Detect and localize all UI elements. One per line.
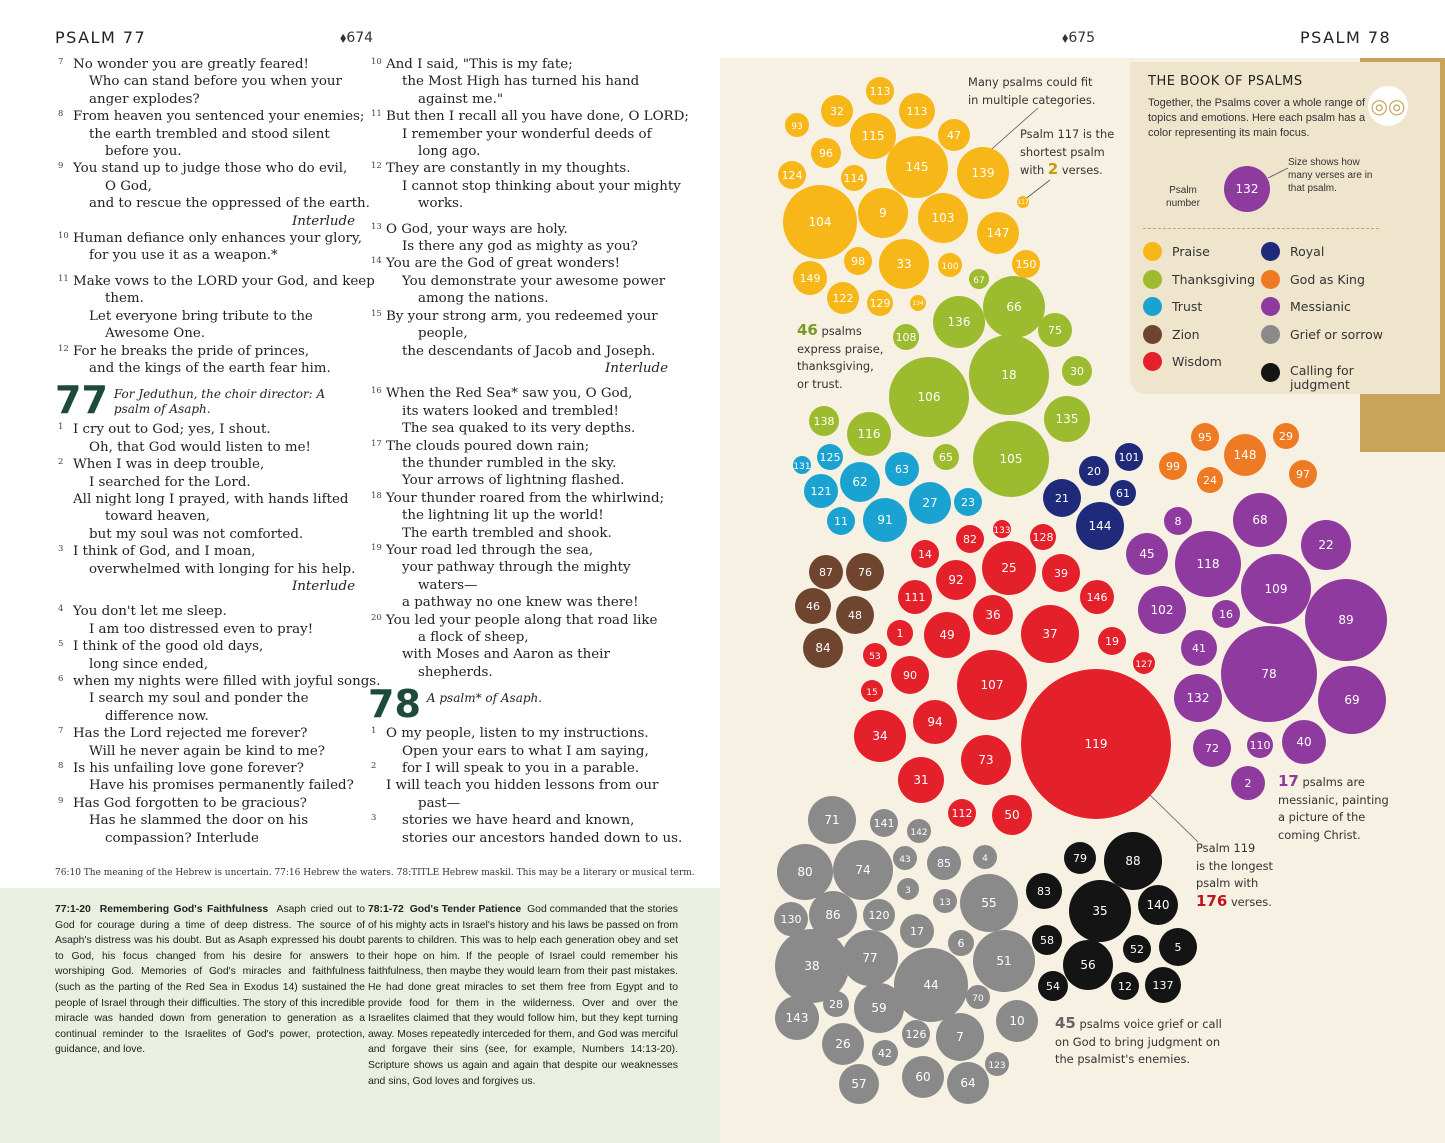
verse-text: No wonder you are greatly feared! bbox=[73, 57, 309, 72]
legend-label: Praise bbox=[1172, 244, 1210, 259]
psalm-bubble-label: 12 bbox=[1118, 980, 1132, 993]
verse-text: waters— bbox=[418, 577, 478, 593]
verse-text: Your road led through the sea, bbox=[386, 542, 594, 558]
psalm-bubble-label: 11 bbox=[834, 515, 848, 528]
psalm-bubble-label: 73 bbox=[978, 753, 994, 767]
verse-text: I think of God, and I moan, bbox=[73, 544, 256, 560]
psalm-bubble-label: 61 bbox=[1116, 487, 1130, 500]
psalm-bubble-label: 125 bbox=[819, 451, 841, 464]
psalm-bubble-label: 128 bbox=[1032, 531, 1054, 544]
verse-number: 12 bbox=[371, 161, 382, 172]
verse-text: a flock of sheep, bbox=[418, 630, 529, 645]
psalm-bubble-label: 14 bbox=[918, 548, 932, 561]
verse-text: The earth trembled and shook. bbox=[402, 525, 612, 541]
psalm-bubble-label: 69 bbox=[1344, 693, 1360, 707]
annotation-multiple: Many psalms could fit in multiple categories. bbox=[968, 75, 1096, 107]
verse-text: I am too distressed even to pray! bbox=[89, 621, 314, 637]
left-running-head: PSALM 77 bbox=[55, 28, 147, 47]
study-note-right: 78:1-72 God's Tender Patience God commanded that the stories of his mighty acts in Israel's history and his laws be passed on from parents to children. This was to help each generation obey and set their hope on him. If the people of Israel could remember his faithfulness, then maybe they would learn from their past mistakes. He had done great miracles to set them free from Egypt and to provide food for them in the wilderness. Over and over the Israelites claimed that they would follow him, but they kept turning away. Moses repeatedly interceded for them, and God was merciful and forgave their sins (see, for example, Numbers 14:13-20). Scripture shows us again and again that despite our weaknesses and sins, God loves and forgives us. bbox=[368, 904, 678, 1087]
psalm-bubble-label: 70 bbox=[972, 994, 984, 1004]
verse-text: O my people, listen to my instructions. bbox=[386, 726, 649, 742]
verse-number: 18 bbox=[371, 490, 382, 501]
annotation-shortest: Psalm 117 is the shortest psalm with 2 verses. bbox=[1020, 127, 1115, 179]
psalm-bubble-label: 40 bbox=[1296, 735, 1312, 749]
verse-text: Open your ears to what I am saying, bbox=[402, 743, 649, 759]
verse-text: Human defiance only enhances your glory, bbox=[73, 231, 362, 247]
verse-text: overwhelmed with longing for his help. bbox=[89, 561, 356, 577]
psalm-bubble-label: 82 bbox=[963, 533, 977, 546]
verse-text: I will teach you hidden lessons from our bbox=[386, 778, 659, 794]
verse-text: difference now. bbox=[105, 708, 209, 724]
verse-text: anger explodes? bbox=[89, 91, 200, 107]
psalm-bubble-label: 77 bbox=[862, 951, 878, 965]
verse-text: stories we have heard and known, bbox=[402, 813, 635, 829]
verse-text: Make vows to the LORD your God, and keep bbox=[73, 273, 375, 289]
psalm-bubble-label: 91 bbox=[877, 513, 893, 527]
psalm-bubble-label: 37 bbox=[1042, 627, 1058, 641]
psalm-bubble-label: 59 bbox=[871, 1001, 887, 1015]
psalm-bubble-label: 141 bbox=[873, 817, 895, 830]
study-note-left: 77:1-20 Remembering God's Faithfulness Asaph cried out to God for courage during a time of deep distress. The source of Asaph's distress was his doubt. But as Asaph expressed his doubt to God, his focus changed from his desire for answers to worshiping God. Memories of God's miracles and faithfulness (such as the parting of the Red Sea in Exodus 14) sustained the people of Israel through their difficulties. The story of this incredible miracle was handed down from generation to generation as a continual reminder to the Israelites of God's power, protection, guidance, and love. bbox=[55, 904, 365, 1056]
psalm-bubble-label: 43 bbox=[899, 855, 911, 865]
verse-number: 19 bbox=[371, 542, 382, 553]
verse-number: 10 bbox=[371, 57, 382, 67]
verse-text: the descendants of Jacob and Joseph. bbox=[402, 343, 656, 359]
verse-text: but my soul was not comforted. bbox=[89, 526, 304, 542]
verse-number: 2 bbox=[371, 761, 377, 772]
psalm-bubble-label: 83 bbox=[1037, 885, 1051, 898]
verse-number: 2 bbox=[58, 457, 64, 468]
verse-text: the earth trembled and stood silent bbox=[89, 126, 330, 142]
psalm-bubble-label: 16 bbox=[1219, 608, 1233, 621]
verse-text: You are the God of great wonders! bbox=[386, 256, 621, 272]
psalm-bubble-label: 150 bbox=[1015, 258, 1037, 271]
annotation-longest: Psalm 119 is the longest psalm with 176 verses. bbox=[1196, 841, 1274, 910]
psalm-bubble-label: 95 bbox=[1198, 431, 1212, 444]
psalm-bubble-label: 67 bbox=[973, 276, 985, 286]
psalm-bubble-label: 55 bbox=[981, 896, 997, 910]
psalm-bubble-label: 26 bbox=[835, 1037, 851, 1051]
verse-text: I cry out to God; yes, I shout. bbox=[73, 422, 271, 438]
psalm-bubble-label: 51 bbox=[996, 954, 1012, 968]
psalm-bubble-label: 97 bbox=[1296, 468, 1310, 481]
psalm-bubble-label: 121 bbox=[810, 485, 832, 498]
psalm-bubble-label: 34 bbox=[872, 729, 888, 743]
psalm-bubble-label: 87 bbox=[819, 566, 833, 579]
psalm-number: 77 bbox=[55, 378, 108, 423]
psalm-bubble-label: 2 bbox=[1244, 777, 1252, 790]
psalm-bubble-label: 60 bbox=[915, 1070, 931, 1084]
verse-text: the thunder rumbled in the sky. bbox=[402, 455, 617, 471]
psalm-bubble-label: 86 bbox=[825, 908, 841, 922]
legend-label: Trust bbox=[1172, 299, 1203, 314]
verse-text: I search my soul and ponder the bbox=[89, 691, 309, 707]
psalm-bubble-label: 79 bbox=[1073, 852, 1087, 865]
verse-text: before you. bbox=[105, 144, 182, 160]
psalm-bubble-label: 105 bbox=[999, 452, 1023, 466]
psalm-bubble-label: 13 bbox=[939, 898, 951, 908]
psalm-bubble-label: 57 bbox=[851, 1077, 867, 1091]
psalm-bubble-label: 19 bbox=[1105, 635, 1119, 648]
psalm-bubble-label: 136 bbox=[947, 315, 971, 329]
psalm-bubble-label: 131 bbox=[793, 462, 811, 472]
psalm-bubble-label: 148 bbox=[1233, 448, 1257, 462]
verse-number: 7 bbox=[58, 57, 64, 67]
verse-text: O God, bbox=[105, 178, 152, 194]
psalm-bubble-label: 50 bbox=[1004, 808, 1020, 822]
psalm-bubble-label: 132 bbox=[1186, 691, 1210, 705]
verse-text: I think of the good old days, bbox=[73, 639, 264, 655]
verse-number: 9 bbox=[58, 161, 64, 172]
psalm-bubble-label: 5 bbox=[1174, 941, 1182, 954]
verse-text: Interlude bbox=[291, 213, 355, 229]
verse-text: past— bbox=[418, 795, 461, 811]
annotation-messianic: 17 psalms are messianic, painting a picture of the coming Christ. bbox=[1278, 772, 1389, 842]
psalm-bubble-label: 90 bbox=[903, 669, 917, 682]
verse-text: works. bbox=[418, 196, 464, 212]
psalm-bubble-label: 123 bbox=[988, 1061, 1006, 1071]
psalm-bubble-label: 120 bbox=[868, 909, 890, 922]
psalm-bubble-label: 58 bbox=[1040, 934, 1054, 947]
verse-number: 12 bbox=[58, 343, 69, 354]
verse-number: 1 bbox=[371, 726, 377, 737]
psalm-bubble-label: 64 bbox=[960, 1076, 976, 1090]
verse-text: You don't let me sleep. bbox=[73, 604, 227, 620]
psalm-bubble-label: 39 bbox=[1054, 567, 1068, 580]
psalm-bubble-label: 30 bbox=[1070, 365, 1084, 378]
verse-number: 7 bbox=[58, 726, 64, 737]
psalm-bubble-label: 146 bbox=[1086, 591, 1108, 604]
psalm-bubble-label: 66 bbox=[1006, 300, 1022, 314]
verse-text: The sea quaked to its very depths. bbox=[402, 421, 636, 437]
verse-number: 6 bbox=[58, 674, 64, 684]
psalm-bubble-label: 119 bbox=[1084, 737, 1108, 751]
verse-text: long ago. bbox=[418, 144, 481, 160]
psalm-bubble-label: 24 bbox=[1203, 474, 1217, 487]
verse-text: against me." bbox=[418, 91, 503, 107]
psalm-bubble-label: 71 bbox=[824, 813, 840, 827]
annotation-praise: 46 psalms express praise, thanksgiving, or trust. bbox=[797, 321, 884, 391]
verse-text: Your arrows of lightning flashed. bbox=[402, 473, 625, 489]
psalm-bubble-label: 107 bbox=[980, 678, 1004, 692]
verse-text: long since ended, bbox=[89, 656, 209, 672]
psalm-bubble-label: 127 bbox=[1135, 660, 1153, 670]
verse-text: them. bbox=[105, 291, 144, 307]
psalm-bubble-label: 4 bbox=[982, 854, 988, 864]
binoculars-icon: ◎◎ bbox=[1368, 86, 1408, 126]
verse-text: and the kings of the earth fear him. bbox=[89, 360, 331, 376]
psalm-bubble-label: 1 bbox=[896, 627, 904, 640]
verse-number: 3 bbox=[371, 813, 377, 824]
verse-number: 11 bbox=[371, 109, 382, 120]
psalm-bubble-label: 56 bbox=[1080, 958, 1096, 972]
psalm-bubble-label: 92 bbox=[948, 573, 964, 587]
annotation-grief: 45 psalms voice grief or call on God to bring judgment on the psalmist's enemies. bbox=[1055, 1014, 1222, 1067]
verse-text: Will he never again be kind to me? bbox=[89, 743, 325, 759]
psalm-bubble-label: 100 bbox=[941, 262, 959, 272]
verse-text: for I will speak to you in a parable. bbox=[402, 761, 640, 777]
verse-text: You stand up to judge those who do evil, bbox=[73, 161, 348, 177]
verse-text: Is his unfailing love gone forever? bbox=[73, 761, 304, 777]
psalm-bubble-label: 134 bbox=[912, 300, 924, 307]
psalm-bubble-label: 117 bbox=[1017, 199, 1029, 206]
legend-sample-bubble: 132 bbox=[1224, 166, 1270, 212]
legend-label: Grief or sorrow bbox=[1290, 326, 1383, 342]
verse-text: But then I recall all you have done, O LORD; bbox=[386, 109, 689, 125]
psalm-bubble-label: 7 bbox=[956, 1030, 964, 1044]
verse-text: the lightning lit up the world! bbox=[402, 508, 604, 524]
psalm-title: A psalm* of Asaph. bbox=[426, 691, 543, 706]
verse-number: 1 bbox=[58, 422, 64, 433]
psalm-bubble-label: 137 bbox=[1152, 979, 1174, 992]
psalm-bubble-label: 89 bbox=[1338, 613, 1354, 627]
legend-title: THE BOOK OF PSALMS bbox=[1148, 74, 1303, 89]
psalm-bubble-label: 144 bbox=[1088, 519, 1112, 533]
verse-number: 5 bbox=[58, 639, 64, 650]
psalm-bubble-label: 93 bbox=[791, 122, 803, 132]
psalm-bubble-label: 116 bbox=[857, 427, 881, 441]
psalm-bubble-label: 126 bbox=[905, 1028, 927, 1041]
psalm-bubble-label: 53 bbox=[869, 652, 881, 662]
psalm-title: For Jeduthun, the choir director: A psalm of Asaph. bbox=[113, 387, 326, 417]
verse-text: Awesome One. bbox=[105, 326, 206, 342]
verse-text: When I was in deep trouble, bbox=[73, 457, 265, 473]
verse-text: Let everyone bring tribute to the bbox=[89, 308, 313, 324]
verse-text: and to rescue the oppressed of the earth. bbox=[89, 196, 370, 212]
psalm-bubble-label: 23 bbox=[961, 496, 975, 509]
psalm-bubble-label: 20 bbox=[1087, 465, 1101, 478]
psalm-bubble-label: 18 bbox=[1001, 368, 1017, 382]
verse-text: O God, your ways are holy. bbox=[386, 221, 568, 237]
psalm-bubble-label: 38 bbox=[804, 959, 820, 973]
psalm-bubble-label: 21 bbox=[1055, 492, 1069, 505]
psalm-bubble-label: 49 bbox=[939, 628, 955, 642]
legend-label: Royal bbox=[1290, 244, 1325, 259]
psalm-bubble-label: 36 bbox=[985, 608, 1001, 622]
psalm-bubble-label: 111 bbox=[904, 591, 926, 604]
verse-text: for you use it as a weapon.* bbox=[89, 248, 278, 264]
psalm-bubble-label: 88 bbox=[1125, 854, 1141, 868]
verse-text: Has God forgotten to be gracious? bbox=[73, 795, 307, 811]
right-running-head: PSALM 78 bbox=[1300, 28, 1392, 47]
psalm-bubble-label: 118 bbox=[1196, 557, 1220, 571]
verse-text: And I said, "This is my fate; bbox=[386, 57, 573, 72]
verse-number: 16 bbox=[371, 386, 382, 397]
psalm-number: 78 bbox=[368, 682, 421, 727]
psalm-bubble-label: 3 bbox=[905, 886, 911, 896]
psalm-bubble-label: 45 bbox=[1139, 547, 1155, 561]
psalm-bubble-label: 9 bbox=[879, 206, 887, 220]
legend-label: Zion bbox=[1172, 326, 1200, 342]
psalm-bubble-label: 104 bbox=[808, 215, 832, 229]
verse-text: a pathway no one knew was there! bbox=[402, 595, 639, 611]
verse-text: For he breaks the pride of princes, bbox=[73, 343, 310, 359]
psalm-bubble-label: 135 bbox=[1055, 412, 1079, 426]
psalm-bubble-label: 101 bbox=[1118, 451, 1140, 464]
psalm-bubble-label: 110 bbox=[1249, 739, 1271, 752]
psalm-bubble-label: 99 bbox=[1166, 460, 1180, 473]
verse-text: I searched for the Lord. bbox=[89, 474, 251, 490]
psalm-bubble-label: 106 bbox=[917, 390, 941, 404]
psalm-bubble-label: 129 bbox=[869, 297, 891, 310]
verse-text: among the nations. bbox=[418, 291, 549, 307]
psalm-bubble-label: 41 bbox=[1192, 642, 1206, 655]
psalm-bubble-label: 80 bbox=[797, 865, 813, 879]
psalm-bubble-label: 35 bbox=[1092, 904, 1108, 918]
verse-number: 15 bbox=[371, 308, 382, 319]
psalm-bubble-label: 65 bbox=[939, 451, 953, 464]
legend-label: God as King bbox=[1290, 271, 1365, 287]
psalm-bubble-label: 52 bbox=[1130, 943, 1144, 956]
verse-text: stories our ancestors handed down to us. bbox=[402, 830, 683, 846]
verse-text: Interlude bbox=[604, 360, 668, 376]
verse-text: You demonstrate your awesome power bbox=[402, 273, 666, 289]
verse-number: 9 bbox=[58, 795, 64, 806]
verse-number: 17 bbox=[371, 438, 382, 449]
verse-text: Your thunder roared from the whirlwind; bbox=[386, 490, 665, 506]
verse-text: The clouds poured down rain; bbox=[386, 438, 590, 454]
psalm-bubble-label: 27 bbox=[922, 496, 938, 510]
verse-text: By your strong arm, you redeemed your bbox=[386, 308, 658, 324]
verse-text: Is there any god as mighty as you? bbox=[402, 239, 638, 255]
verse-number: 10 bbox=[58, 231, 69, 242]
psalm-bubble-label: 109 bbox=[1264, 582, 1288, 596]
psalm-bubble-label: 54 bbox=[1046, 980, 1060, 993]
verse-text: compassion? Interlude bbox=[105, 830, 259, 846]
verse-text: Who can stand before you when your bbox=[89, 74, 342, 90]
psalm-bubble-label: 29 bbox=[1279, 430, 1293, 443]
verse-number: 8 bbox=[58, 109, 64, 120]
size-explanation: Size shows how many verses are in that psalm. bbox=[1288, 157, 1373, 194]
verse-number: 13 bbox=[371, 221, 382, 232]
psalm-bubble-label: 62 bbox=[852, 475, 868, 489]
legend-description: Together, the Psalms cover a whole range of topics and emotions. Here each psalm has a color representing its main focus. bbox=[1148, 97, 1366, 139]
legend-label: Calling for judgment bbox=[1290, 363, 1354, 392]
verse-text: I remember your wonderful deeds of bbox=[402, 126, 652, 142]
verse-text: They are constantly in my thoughts. bbox=[386, 161, 631, 177]
psalm-bubble-label: 130 bbox=[780, 913, 802, 926]
psalm-bubble-label: 112 bbox=[951, 807, 973, 820]
verse-text: You led your people along that road like bbox=[386, 612, 658, 628]
psalm-bubble-label: 78 bbox=[1261, 667, 1277, 681]
verse-text: its waters looked and trembled! bbox=[402, 403, 619, 419]
psalm-bubble-label: 22 bbox=[1318, 538, 1334, 552]
right-page-number: ⬧675 bbox=[1062, 30, 1096, 46]
psalm-bubble-label: 17 bbox=[910, 925, 924, 938]
verse-number: 8 bbox=[58, 761, 64, 772]
psalm-bubble-label: 143 bbox=[785, 1011, 809, 1025]
psalm-bubble-label: 147 bbox=[986, 226, 1010, 240]
legend-label: Wisdom bbox=[1172, 354, 1222, 369]
psalm-bubble-label: 149 bbox=[799, 272, 821, 285]
psalm-bubble-label: 42 bbox=[878, 1047, 892, 1060]
psalm-bubble-label: 28 bbox=[829, 998, 843, 1011]
psalm-bubble-label: 115 bbox=[861, 129, 885, 143]
psalm-bubble-label: 103 bbox=[931, 211, 955, 225]
verse-text: shepherds. bbox=[418, 664, 493, 680]
psalm-bubble-label: 133 bbox=[993, 526, 1011, 536]
verse-number: 11 bbox=[58, 273, 69, 284]
verse-text: Has he slammed the door on his bbox=[89, 813, 309, 829]
verse-number: 20 bbox=[371, 612, 382, 623]
psalm-bubble-label: 63 bbox=[895, 463, 909, 476]
verse-text: All night long I prayed, with hands lifted bbox=[73, 491, 349, 507]
legend-label: Messianic bbox=[1290, 299, 1351, 314]
verse-number: 14 bbox=[371, 256, 382, 267]
psalm-bubble-label: 113 bbox=[869, 85, 891, 98]
psalm-bubble-label: 113 bbox=[906, 105, 928, 118]
psalm-bubble-label: 76 bbox=[858, 566, 872, 579]
verse-text: the Most High has turned his hand bbox=[402, 74, 640, 90]
verse-text: When the Red Sea* saw you, O God, bbox=[386, 386, 633, 402]
psalm-bubble-label: 68 bbox=[1252, 513, 1268, 527]
verse-number: 4 bbox=[58, 604, 64, 615]
psalm-bubble-label: 6 bbox=[957, 937, 965, 950]
verse-text: I cannot stop thinking about your mighty bbox=[402, 178, 681, 194]
psalm-bubble-label: 25 bbox=[1001, 561, 1017, 575]
psalm-bubble-label: 98 bbox=[851, 255, 865, 268]
psalm-bubble-label: 94 bbox=[927, 715, 943, 729]
psalm-bubble-label: 74 bbox=[855, 863, 871, 877]
verse-number: 3 bbox=[58, 544, 64, 555]
psalm-bubble-label: 96 bbox=[819, 147, 833, 160]
verse-text: toward heaven, bbox=[105, 509, 211, 525]
psalm-bubble-label: 75 bbox=[1048, 324, 1062, 337]
footnotes: 76:10 The meaning of the Hebrew is uncertain. 77:16 Hebrew the waters. 78:TITLE Hebrew maskil. This may be a literary or musical term. bbox=[55, 868, 695, 878]
verse-text: your pathway through the mighty bbox=[402, 560, 631, 576]
psalm-bubble-label: 114 bbox=[843, 172, 865, 185]
psalm-bubble-label: 10 bbox=[1009, 1014, 1025, 1028]
psalm-bubble-label: 142 bbox=[910, 828, 928, 838]
psalm-bubble-label: 102 bbox=[1150, 603, 1174, 617]
psalm-bubble-label: 140 bbox=[1146, 898, 1170, 912]
psalm-bubble-label: 145 bbox=[905, 160, 929, 174]
psalm-bubble-label: 124 bbox=[781, 169, 803, 182]
psalm-bubble-label: 47 bbox=[947, 129, 961, 142]
psalm-number-label: Psalm number bbox=[1166, 185, 1200, 209]
psalm-bubble-label: 33 bbox=[896, 257, 912, 271]
psalm-bubble-label: 44 bbox=[923, 978, 939, 992]
verse-text: From heaven you sentenced your enemies; bbox=[73, 109, 365, 125]
psalm-bubble-label: 15 bbox=[866, 688, 878, 698]
psalm-bubble-label: 84 bbox=[815, 641, 831, 655]
psalm-bubble-label: 139 bbox=[971, 166, 995, 180]
verse-text: with Moses and Aaron as their bbox=[402, 647, 610, 663]
psalm-bubble-label: 85 bbox=[937, 857, 951, 870]
psalm-bubble-label: 8 bbox=[1174, 515, 1182, 528]
verse-text: Has the Lord rejected me forever? bbox=[73, 726, 308, 742]
verse-text: people, bbox=[418, 326, 468, 342]
psalm-bubble-label: 46 bbox=[806, 600, 820, 613]
psalm-bubble-label: 32 bbox=[830, 105, 844, 118]
psalm-bubble-label: 108 bbox=[895, 331, 917, 344]
psalm-bubble-label: 31 bbox=[913, 773, 929, 787]
psalm-bubble-label: 72 bbox=[1205, 742, 1219, 755]
verse-text: when my nights were filled with joyful songs. bbox=[73, 674, 381, 689]
verse-text: Interlude bbox=[291, 578, 355, 594]
verse-text: Oh, that God would listen to me! bbox=[89, 439, 311, 455]
left-page-number: ⬧674 bbox=[340, 30, 374, 46]
psalm-bubble-label: 138 bbox=[813, 415, 835, 428]
verse-text: Have his promises permanently failed? bbox=[89, 778, 354, 794]
psalm-bubble-label: 122 bbox=[832, 292, 854, 305]
psalm-bubble-label: 48 bbox=[848, 609, 862, 622]
legend-label: Thanksgiving bbox=[1172, 271, 1256, 287]
